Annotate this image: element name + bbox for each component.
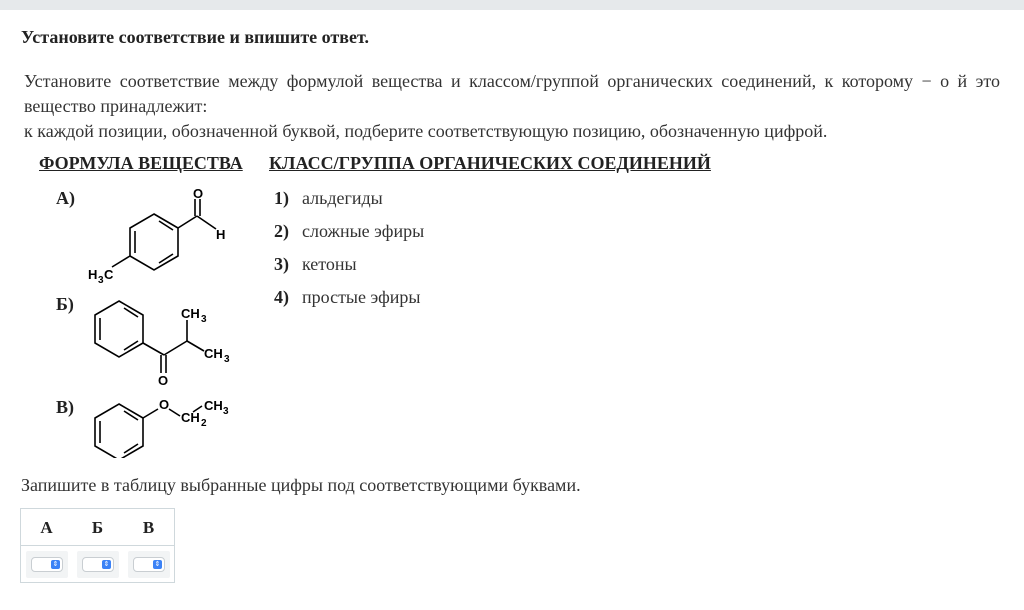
- atom-o: O: [193, 186, 204, 201]
- task-title: Установите соответствие и впишите ответ.: [21, 27, 369, 47]
- option-label: альдегиды: [302, 188, 383, 208]
- formula-letter-a: А): [56, 188, 75, 208]
- option-1: [274, 188, 383, 209]
- atom-h3c-h: H: [88, 267, 98, 282]
- top-bar: [0, 0, 1024, 10]
- atom-ch3-top: CH: [181, 306, 200, 321]
- updown-chevron-icon[interactable]: ⇕: [52, 560, 59, 568]
- formula-letter-c: В): [56, 397, 74, 417]
- formula-a-structure: [80, 182, 250, 286]
- task-intro: [24, 69, 1000, 144]
- select-box[interactable]: [82, 557, 114, 572]
- formula-c-structure: [80, 392, 250, 458]
- answer-instruction: Запишите в таблицу выбранные цифры под соответствующими буквами.: [21, 475, 581, 495]
- atom-ch3-right-sub: 3: [224, 354, 230, 365]
- option-label: кетоны: [302, 254, 357, 274]
- option-3: [274, 254, 357, 275]
- option-number: 3): [274, 254, 289, 274]
- column-header-class: КЛАСС/ГРУППА ОРГАНИЧЕСКИХ СОЕДИНЕНИЙ: [269, 153, 711, 173]
- answer-header-b: Б: [91, 518, 104, 537]
- answer-select-b[interactable]: [77, 551, 119, 578]
- answer-select-c[interactable]: [128, 551, 170, 578]
- select-box[interactable]: [133, 557, 165, 572]
- intro-line-3: к каждой позиции, обозначенной буквой, подберите соответствующую позицию, обозначенную цифрой.: [24, 121, 828, 141]
- atom-ch3-top-sub: 3: [201, 314, 207, 325]
- column-header-formula: ФОРМУЛА ВЕЩЕСТВА: [39, 153, 243, 173]
- formula-b-structure: [80, 290, 250, 390]
- answer-table: [20, 508, 175, 583]
- atom-ch2-sub: 2: [201, 418, 207, 429]
- atom-ch3-sub: 3: [223, 406, 229, 417]
- option-label: сложные эфиры: [302, 221, 425, 241]
- atom-o: O: [159, 397, 170, 412]
- option-2: [274, 221, 424, 242]
- option-number: 1): [274, 188, 289, 208]
- atom-o: O: [158, 373, 169, 388]
- answer-table-header: [21, 509, 174, 546]
- answer-select-a[interactable]: [26, 551, 68, 578]
- atom-ch2: CH: [181, 410, 200, 425]
- option-number: 2): [274, 221, 289, 241]
- atom-h: H: [216, 227, 226, 242]
- intro-line-1: Установите соответствие между формулой вещества и классом/группой органических соединений, к которому − о й это: [24, 71, 1000, 91]
- option-number: 4): [274, 287, 289, 307]
- option-4: [274, 287, 421, 308]
- atom-ch3: CH: [204, 398, 223, 413]
- atom-h3c-c: C: [104, 267, 114, 282]
- answer-header-c: В: [142, 518, 155, 537]
- atom-ch3-right: CH: [204, 346, 223, 361]
- answer-header-a: А: [40, 518, 53, 537]
- updown-chevron-icon[interactable]: ⇕: [103, 560, 110, 568]
- select-box[interactable]: [31, 557, 63, 572]
- updown-chevron-icon[interactable]: ⇕: [154, 560, 161, 568]
- formula-letter-b: Б): [56, 294, 74, 314]
- intro-line-2: вещество принадлежит:: [24, 96, 208, 116]
- option-label: простые эфиры: [302, 287, 421, 307]
- atom-h3c-sub: 3: [98, 275, 104, 286]
